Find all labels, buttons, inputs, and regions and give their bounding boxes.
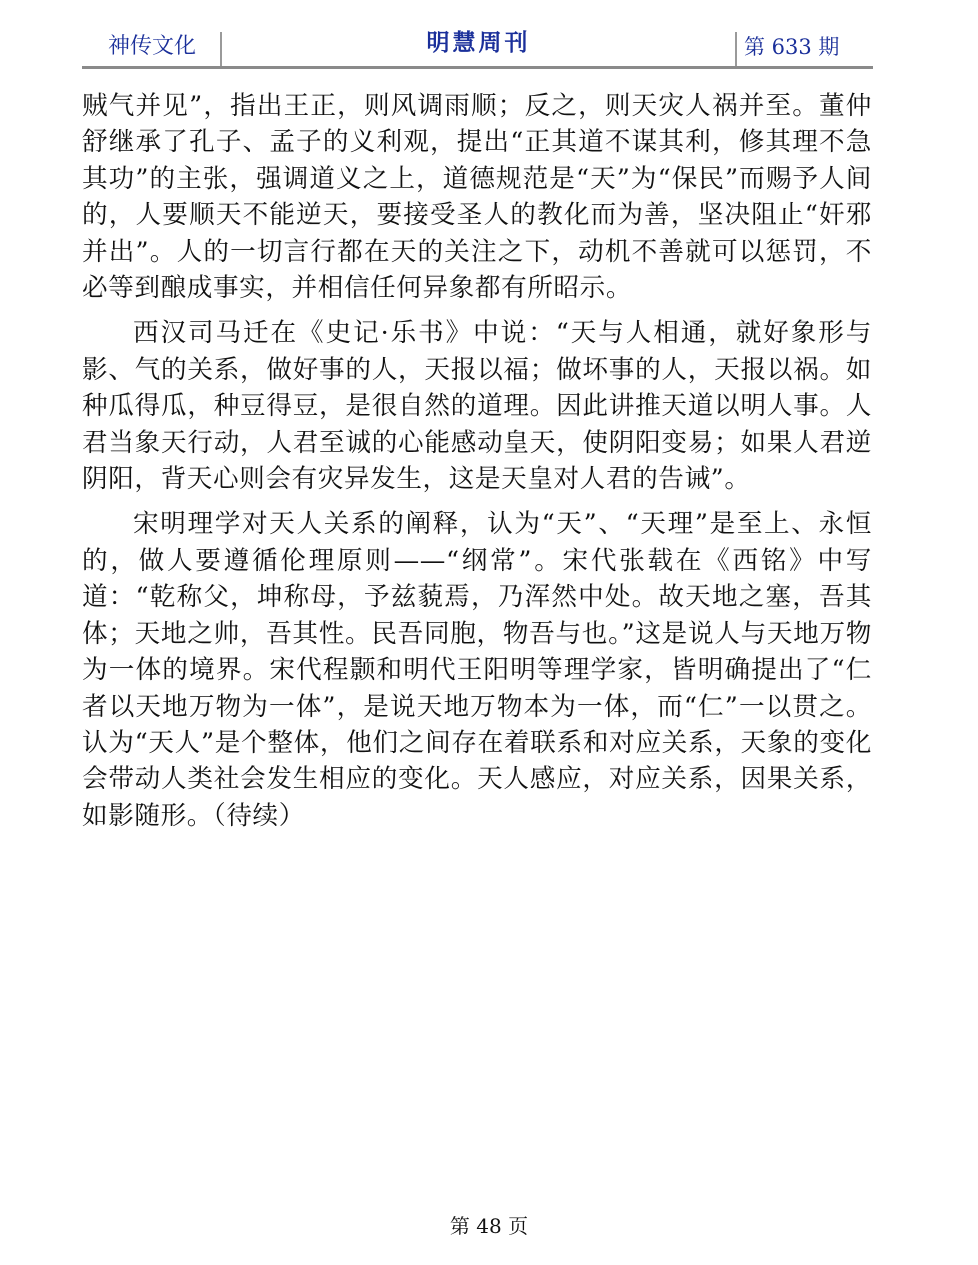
header-rule (82, 66, 873, 69)
publication-title: 明慧周刊 (426, 30, 531, 56)
page-header (82, 28, 873, 66)
paragraph: 贼气并见”，指出王正，则风调雨顺；反之，则天灾人祸并至。董仲舒继承了孔子、孟子的义利观，提出“正其道不谋其利，修其理不急其功”的主张，强调道义之上，道德规范是“天”为“保民”而赐予人间的，人要顺天不能逆天，要接受圣人的教化而为善，坚决阻止“奸邪并出”。人的一切言行都在天的关注之下，动机不善就可以惩罚，不必等到酿成事实，并相信任何异象都有所昭示。 (82, 91, 872, 304)
section-name: 神传文化 (108, 34, 197, 59)
page-number: 第 48 页 (449, 1214, 529, 1238)
paragraph: 宋明理学对天人关系的阐释，认为“天”、“天理”是至上、永恒的，做人要遵循伦理原则——“纲常”。宋代张载在《西铭》中写道：“乾称父，坤称母，予兹藐焉，乃浑然中处。故天地之塞，吾其体；天地之帅，吾其性。民吾同胞，物吾与也。”这是说人与天地万物为一体的境界。宋代程颢和明代王阳明等理学家，皆明确提出了“仁者以天地万物为一体”，是说天地万物本为一体，而“仁”一以贯之。认为“天人”是个整体，他们之间存在着联系和对应关系，天象的变化会带动人类社会发生相应的变化。天人感应，对应关系，因果关系，如影随形。（待续） (82, 509, 872, 831)
paragraph: 西汉司马迁在《史记·乐书》中说：“天与人相通，就好象形与影、气的关系，做好事的人，天报以福；做坏事的人，天报以祸。如种瓜得瓜，种豆得豆，是很自然的道理。因此讲推天道以明人事。人君当象天行动，人君至诚的心能感动皇天，使阴阳变易；如果人君逆阴阳，背天心则会有灾异发生，这是天皇对人君的告诫”。 (82, 318, 872, 495)
header-divider-right (735, 32, 737, 66)
article-body (82, 88, 872, 843)
issue-number: 第 633 期 (744, 35, 840, 59)
